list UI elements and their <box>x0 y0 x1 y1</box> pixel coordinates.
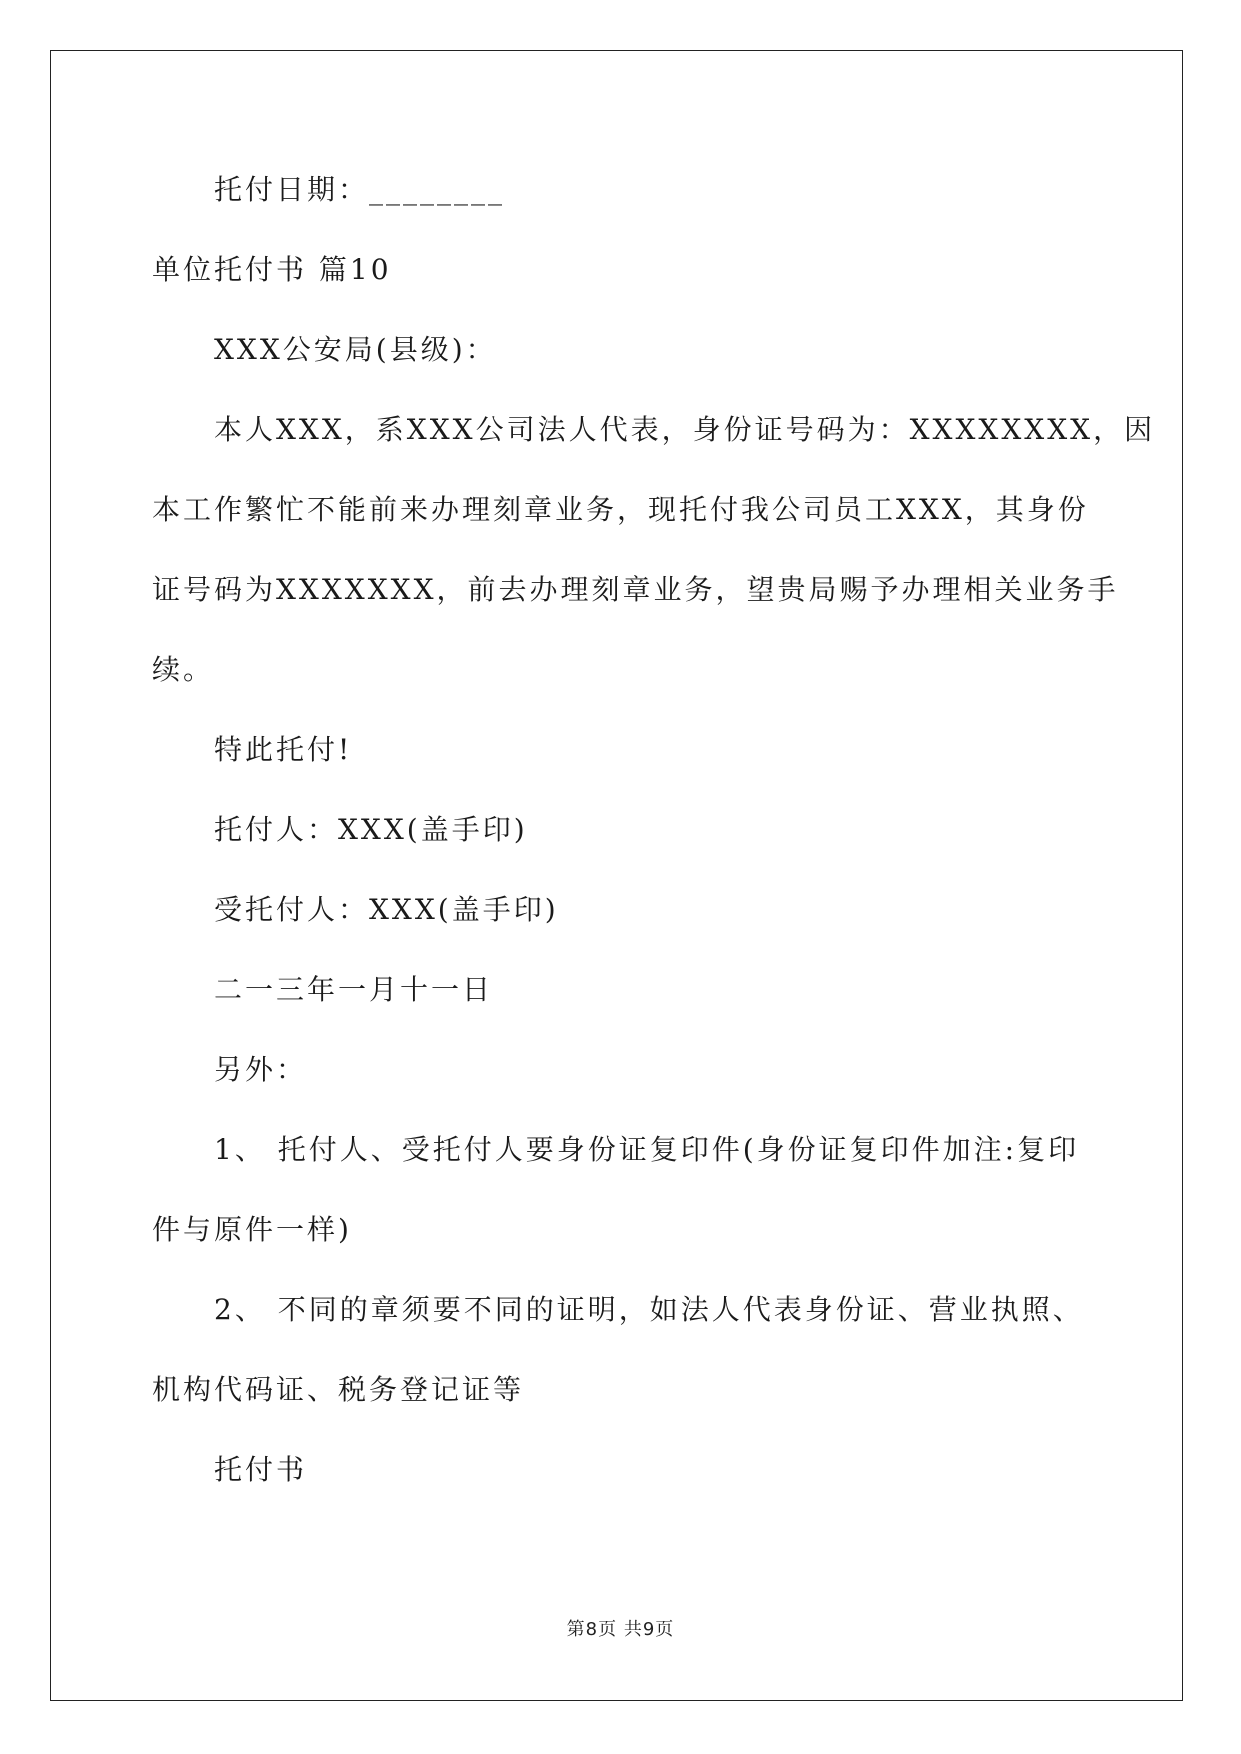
body-paragraph-line: 本工作繁忙不能前来办理刻章业务，现托付我公司员工XXX，其身份 <box>152 493 1089 526</box>
consignee-line: 受托付人：XXX(盖手印) <box>214 893 559 926</box>
addressee-line: XXX公安局(县级)： <box>214 333 497 366</box>
body-paragraph-line: 续。 <box>152 653 215 686</box>
body-paragraph-line: 证号码为XXXXXXX，前去办理刻章业务，望贵局赐予办理相关业务手 <box>152 573 1119 606</box>
section-heading: 单位托付书 篇10 <box>152 253 392 286</box>
closing-line: 特此托付! <box>214 733 353 766</box>
note-item-line: 件与原件一样) <box>152 1213 352 1246</box>
body-paragraph-line: 本人XXX，系XXX公司法人代表，身份证号码为：XXXXXXXX，因 <box>214 413 1156 446</box>
next-section-title: 托付书 <box>214 1453 308 1486</box>
notes-heading: 另外： <box>214 1053 308 1086</box>
note-item-line: 2、 不同的章须要不同的证明，如法人代表身份证、营业执照、 <box>214 1293 1084 1326</box>
date-line: 二一三年一月十一日 <box>214 973 494 1006</box>
note-item-line: 机构代码证、税务登记证等 <box>152 1373 525 1406</box>
note-item-line: 1、 托付人、受托付人要身份证复印件(身份证复印件加注:复印 <box>214 1133 1080 1166</box>
consign-date-line: 托付日期：________ <box>214 173 506 206</box>
page-number-footer: 第8页 共9页 <box>566 1619 675 1640</box>
consignor-line: 托付人：XXX(盖手印) <box>214 813 528 846</box>
